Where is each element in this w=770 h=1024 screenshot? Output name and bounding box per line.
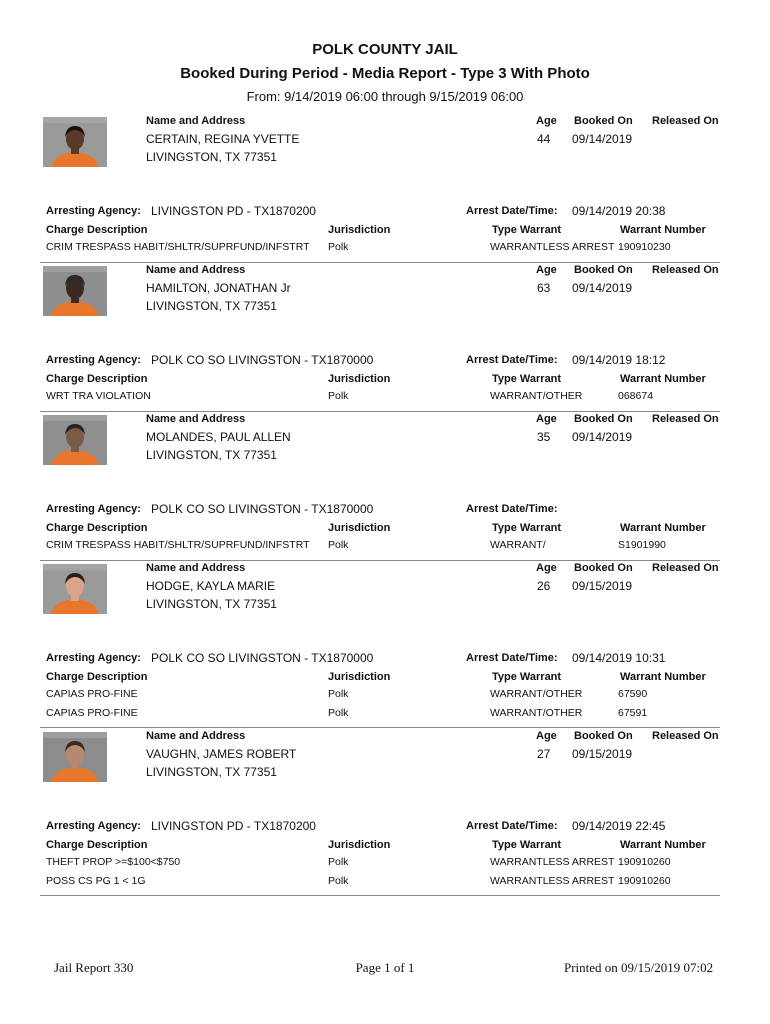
- inmate-address: LIVINGSTON, TX 77351: [146, 299, 277, 313]
- inmate-address: LIVINGSTON, TX 77351: [146, 448, 277, 462]
- mugshot-photo: [43, 732, 107, 782]
- booked-on-date: 09/14/2019: [572, 132, 633, 146]
- record-divider: [40, 262, 720, 263]
- charge-description-label: Charge Description: [46, 671, 148, 683]
- arrest-datetime-label: Arrest Date/Time:: [466, 354, 558, 366]
- charge-warrant-number: 67590: [618, 688, 648, 700]
- inmate-age: 27: [537, 747, 551, 761]
- name-address-label: Name and Address: [146, 413, 246, 425]
- charge-type-warrant: WARRANTLESS ARREST: [490, 856, 615, 868]
- inmate-name: HAMILTON, JONATHAN Jr: [146, 281, 291, 295]
- charge-warrant-number: 068674: [618, 390, 654, 402]
- charge-warrant-number: 190910230: [618, 241, 671, 253]
- mugshot-photo: [43, 266, 107, 316]
- inmate-address: LIVINGSTON, TX 77351: [146, 150, 277, 164]
- charge-description-label: Charge Description: [46, 839, 148, 851]
- age-label: Age: [536, 115, 557, 127]
- age-label: Age: [536, 562, 557, 574]
- booked-on-label: Booked On: [574, 264, 633, 276]
- inmate-age: 44: [537, 132, 551, 146]
- charge-type-warrant: WARRANT/OTHER: [490, 706, 583, 719]
- inmate-address: LIVINGSTON, TX 77351: [146, 597, 277, 611]
- booked-on-label: Booked On: [574, 730, 633, 742]
- inmate-name: VAUGHN, JAMES ROBERT: [146, 747, 297, 761]
- booked-on-date: 09/15/2019: [572, 579, 633, 593]
- mugshot-photo: [43, 564, 107, 614]
- arrest-datetime: 09/14/2019 18:12: [572, 353, 666, 367]
- charge-jurisdiction: Polk: [328, 241, 349, 253]
- charge-type-warrant: WARRANTLESS ARREST: [490, 874, 615, 887]
- jurisdiction-label: Jurisdiction: [328, 224, 391, 236]
- booked-on-date: 09/14/2019: [572, 281, 633, 295]
- jurisdiction-label: Jurisdiction: [328, 522, 391, 534]
- arresting-agency-label: Arresting Agency:: [46, 820, 141, 832]
- booked-on-label: Booked On: [574, 562, 633, 574]
- arresting-agency: POLK CO SO LIVINGSTON - TX1870000: [151, 502, 374, 516]
- charge-description-label: Charge Description: [46, 373, 148, 385]
- charge-jurisdiction: Polk: [328, 856, 349, 868]
- arrest-datetime-label: Arrest Date/Time:: [466, 820, 558, 832]
- released-on-label: Released On: [652, 413, 719, 425]
- arresting-agency: LIVINGSTON PD - TX1870200: [151, 204, 316, 218]
- released-on-label: Released On: [652, 264, 719, 276]
- booked-on-date: 09/15/2019: [572, 747, 633, 761]
- inmate-name: HODGE, KAYLA MARIE: [146, 579, 276, 593]
- charge-type-warrant: WARRANT/OTHER: [490, 688, 583, 700]
- mugshot-photo: [43, 415, 107, 465]
- arresting-agency: POLK CO SO LIVINGSTON - TX1870000: [151, 651, 374, 665]
- arrest-datetime-label: Arrest Date/Time:: [466, 503, 558, 515]
- released-on-label: Released On: [652, 115, 719, 127]
- name-address-label: Name and Address: [146, 562, 246, 574]
- charge-jurisdiction: Polk: [328, 688, 349, 700]
- type-warrant-label: Type Warrant: [492, 522, 562, 534]
- report-title: POLK COUNTY JAIL: [312, 41, 458, 58]
- warrant-number-label: Warrant Number: [620, 839, 706, 851]
- jurisdiction-label: Jurisdiction: [328, 671, 391, 683]
- inmate-address: LIVINGSTON, TX 77351: [146, 765, 277, 779]
- charge-warrant-number: 190910260: [618, 856, 671, 868]
- footer-report-name: Jail Report 330: [54, 960, 134, 975]
- arresting-agency-label: Arresting Agency:: [46, 205, 141, 217]
- charge-description: WRT TRA VIOLATION: [46, 390, 151, 402]
- booking-record: [0, 730, 770, 920]
- charge-type-warrant: WARRANT/: [490, 539, 546, 551]
- inmate-age: 35: [537, 430, 551, 444]
- age-label: Age: [536, 413, 557, 425]
- inmate-age: 26: [537, 579, 551, 593]
- inmate-name: CERTAIN, REGINA YVETTE: [146, 132, 300, 146]
- charge-description-label: Charge Description: [46, 224, 148, 236]
- footer-page-number: Page 1 of 1: [355, 960, 415, 975]
- booked-on-label: Booked On: [574, 115, 633, 127]
- age-label: Age: [536, 730, 557, 742]
- charge-jurisdiction: Polk: [328, 539, 349, 551]
- jurisdiction-label: Jurisdiction: [328, 373, 391, 385]
- arrest-datetime-label: Arrest Date/Time:: [466, 205, 558, 217]
- arrest-datetime-label: Arrest Date/Time:: [466, 652, 558, 664]
- charge-description: CRIM TRESPASS HABIT/SHLTR/SUPRFUND/INFSTRT: [46, 241, 310, 253]
- inmate-name: MOLANDES, PAUL ALLEN: [146, 430, 291, 444]
- charge-description: CAPIAS PRO-FINE: [46, 688, 138, 700]
- name-address-label: Name and Address: [146, 730, 246, 742]
- charge-description: CAPIAS PRO-FINE: [46, 706, 138, 719]
- released-on-label: Released On: [652, 730, 719, 742]
- age-label: Age: [536, 264, 557, 276]
- arresting-agency-label: Arresting Agency:: [46, 354, 141, 366]
- warrant-number-label: Warrant Number: [620, 224, 706, 236]
- charge-jurisdiction: Polk: [328, 390, 349, 402]
- type-warrant-label: Type Warrant: [492, 671, 562, 683]
- type-warrant-label: Type Warrant: [492, 373, 562, 385]
- type-warrant-label: Type Warrant: [492, 224, 562, 236]
- report-period: From: 9/14/2019 06:00 through 9/15/2019 06:00: [246, 89, 524, 104]
- charge-type-warrant: WARRANT/OTHER: [490, 390, 583, 402]
- warrant-number-label: Warrant Number: [620, 671, 706, 683]
- record-divider: [40, 727, 720, 728]
- arresting-agency-label: Arresting Agency:: [46, 652, 141, 664]
- record-divider: [40, 411, 720, 412]
- booked-on-label: Booked On: [574, 413, 633, 425]
- name-address-label: Name and Address: [146, 115, 246, 127]
- charge-description: CRIM TRESPASS HABIT/SHLTR/SUPRFUND/INFSTRT: [46, 539, 310, 551]
- charge-description: POSS CS PG 1 < 1G: [46, 874, 146, 887]
- footer-printed-on: Printed on 09/15/2019 07:02: [564, 960, 714, 975]
- mugshot-photo: [43, 117, 107, 167]
- booking-record: [0, 562, 770, 752]
- record-divider: [40, 560, 720, 561]
- charge-description: THEFT PROP >=$100<$750: [46, 856, 181, 868]
- booked-on-date: 09/14/2019: [572, 430, 633, 444]
- charge-description-label: Charge Description: [46, 522, 148, 534]
- arresting-agency: LIVINGSTON PD - TX1870200: [151, 819, 316, 833]
- warrant-number-label: Warrant Number: [620, 522, 706, 534]
- arrest-datetime: 09/14/2019 22:45: [572, 819, 666, 833]
- warrant-number-label: Warrant Number: [620, 373, 706, 385]
- charge-warrant-number: S1901990: [618, 539, 666, 551]
- jurisdiction-label: Jurisdiction: [328, 839, 391, 851]
- record-divider: [40, 895, 720, 896]
- inmate-age: 63: [537, 281, 551, 295]
- arrest-datetime: 09/14/2019 20:38: [572, 204, 666, 218]
- arresting-agency-label: Arresting Agency:: [46, 503, 141, 515]
- charge-jurisdiction: Polk: [328, 874, 349, 887]
- charge-warrant-number: 190910260: [618, 874, 671, 887]
- released-on-label: Released On: [652, 562, 719, 574]
- charge-jurisdiction: Polk: [328, 706, 349, 719]
- name-address-label: Name and Address: [146, 264, 246, 276]
- arrest-datetime: 09/14/2019 10:31: [572, 651, 666, 665]
- report-subtitle: Booked During Period - Media Report - Type 3 With Photo: [180, 65, 590, 82]
- charge-type-warrant: WARRANTLESS ARREST: [490, 241, 615, 253]
- type-warrant-label: Type Warrant: [492, 839, 562, 851]
- arresting-agency: POLK CO SO LIVINGSTON - TX1870000: [151, 353, 374, 367]
- charge-warrant-number: 67591: [618, 706, 648, 719]
